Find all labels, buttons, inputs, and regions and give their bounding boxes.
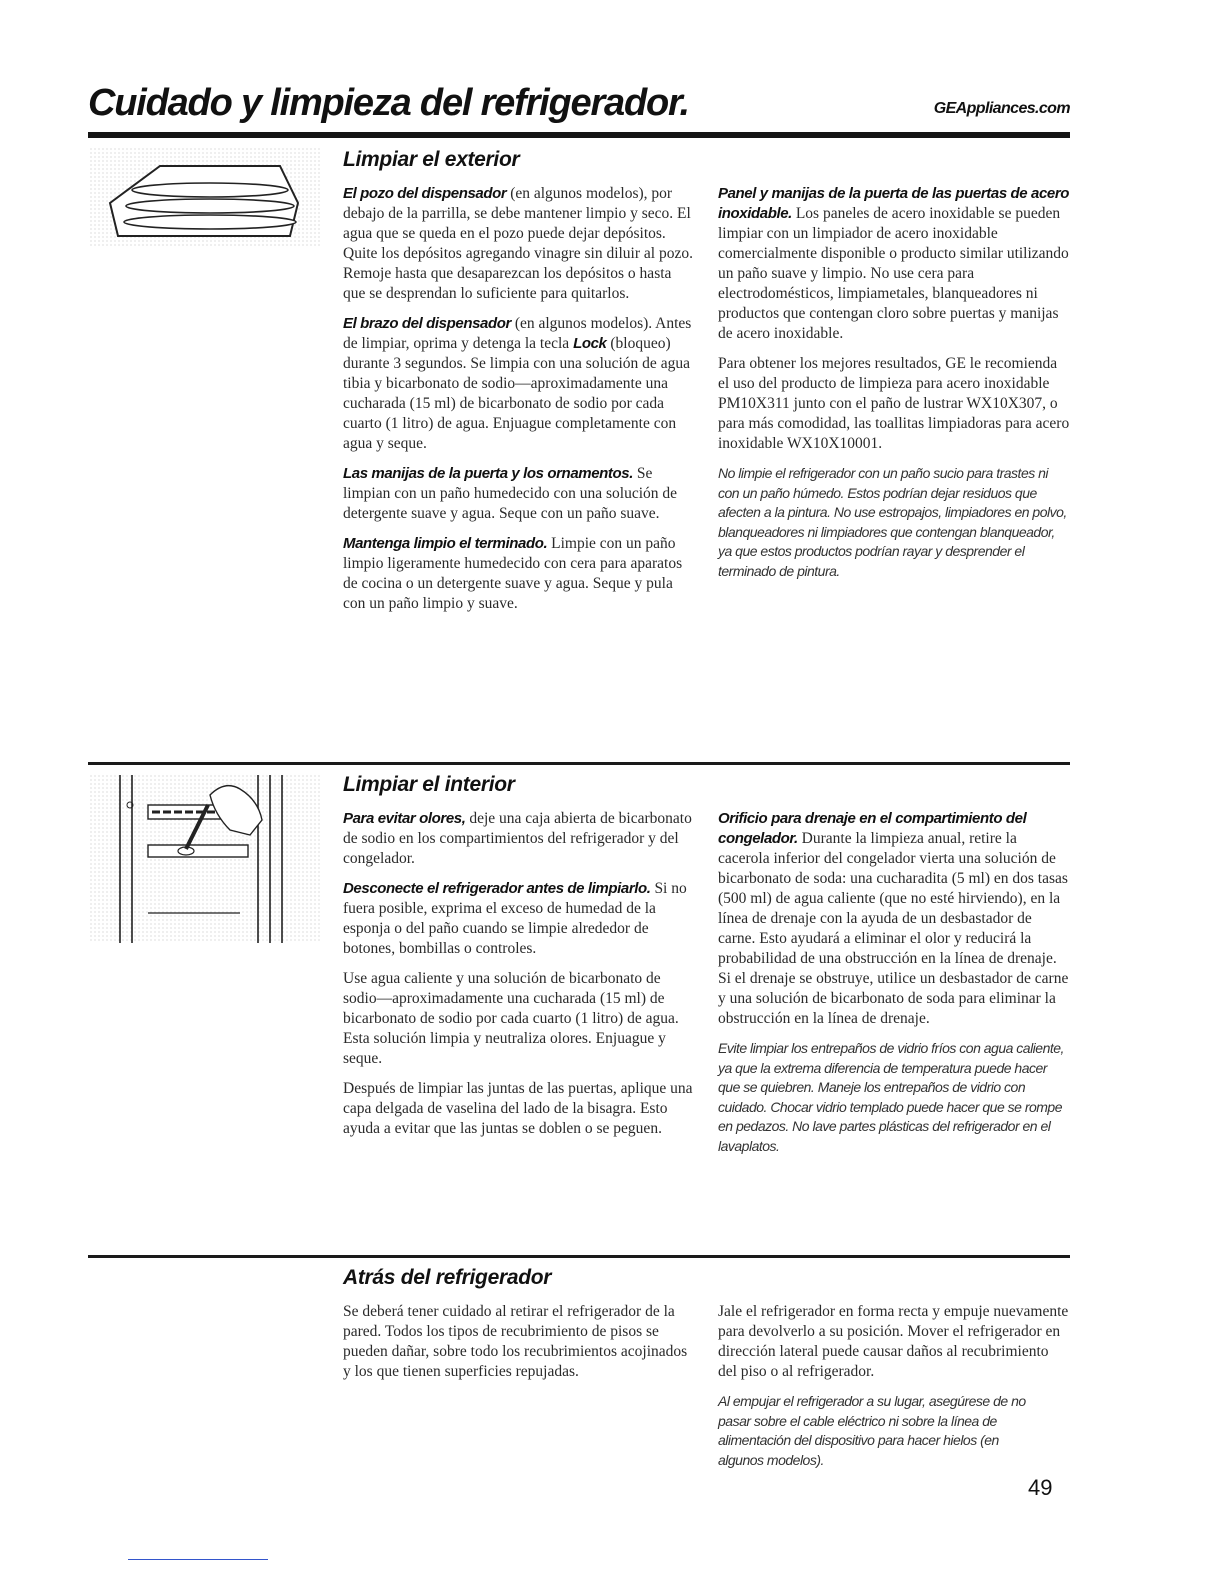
- dispenser-grille-icon: [90, 148, 320, 248]
- page-title: Cuidado y limpieza del refrigerador.: [88, 82, 689, 124]
- section-divider: [88, 1255, 1070, 1258]
- caution-note-exterior: No limpie el refrigerador con un paño sucio para trastes ni con un paño húmedo. Estos podrían dejar residuos que afecten a la pintura. No use estropajos, limpiadores en polvo, blanqueadores ni limpiadores que contengan blanqueador, ya que estos productos podrían rayar y desprender el terminado de pintura.: [718, 465, 1067, 579]
- paragraph-unplug: Desconecte el refrigerador antes de limpiarlo. Si no fuera posible, exprima el exceso de humedad de la esponja o del paño cuando se limpie alrededor de botones, bombillas o controles.: [343, 880, 687, 957]
- caution-note-behind: Al empujar el refrigerador a su lugar, asegúrese de no pasar sobre el cable eléctrico ni sobre la línea de alimentación del dispositivo para hacer hielos (en algunos modelos).: [718, 1393, 1026, 1468]
- lock-key-label: Lock: [573, 335, 607, 352]
- behind-left-column: [343, 1302, 695, 1392]
- paragraph-push-back: Jale el refrigerador en forma recta y empuje nuevamente para devolverlo a su posición. Mover el refrigerador en dirección lateral puede causar daños al recubrimiento del piso o al refrigerador.: [718, 1303, 1069, 1380]
- paragraph-dispenser-arm: El brazo del dispensador (en algunos modelos). Antes de limpiar, oprima y detenga la tecla Lock (bloqueo) durante 3 segundos. Se limpia con una solución de agua tibia y bicarbonato de sodio—aproximadamente una cucharada (15 ml) de bicarbonato de sodio por cada cuarto (1 litro) de agua. Enjuague completamente con agua y seque.: [343, 315, 692, 452]
- behind-right-column: [718, 1302, 1070, 1480]
- interior-left-column: [343, 809, 695, 1149]
- paragraph-stainless: Panel y manijas de la puerta de las puertas de acero inoxidable. Los paneles de acero inoxidable se pueden limpiar con un limpiador de acero inoxidable comercialmente disponible o producto similar utilizando un paño suave y limpio. No use cera para electrodomésticos, limpiametales, blanqueadores ni productos que contengan cloro sobre puertas y manijas de acero inoxidable.: [718, 185, 1070, 342]
- paragraph-warm-water: Use agua caliente y una solución de bicarbonato de sodio—aproximadamente una cucharada (15 ml) de bicarbonato de sodio por cada cuarto (1 litro) de agua. Esta solución limpia y neutraliza olores. Enjuague y seque.: [343, 970, 679, 1067]
- paragraph-gaskets: Después de limpiar las juntas de las puertas, aplique una capa delgada de vaselina del lado de la bisagra. Esto ayuda a evitar que las juntas se doblen o se peguen.: [343, 1080, 693, 1137]
- dispenser-well-illustration: [90, 148, 320, 248]
- caution-note-interior: Evite limpiar los entrepaños de vidrio fríos con agua caliente, ya que la extrema diferencia de temperatura puede hacer que se quiebren. Maneje los entrepaños de vidrio con cuidado. Chocar vidrio templado puede hacer que se rompe en pedazos. No lave partes plásticas del refrigerador en el lavaplatos.: [718, 1040, 1064, 1154]
- page-number: 49: [1028, 1475, 1053, 1500]
- refrigerator-interior-icon: [90, 775, 320, 943]
- website-url: GEAppliances.com: [933, 100, 1070, 117]
- paragraph-odors: Para evitar olores, deje una caja abierta de bicarbonato de sodio en los compartimientos del refrigerador y del congelador.: [343, 810, 692, 867]
- footer-line: [128, 1559, 268, 1560]
- exterior-right-column: [718, 184, 1070, 591]
- interior-cleaning-illustration: [90, 775, 320, 943]
- section-heading-behind: Atrás del refrigerador: [343, 1266, 552, 1289]
- section-heading-interior: Limpiar el interior: [343, 773, 515, 796]
- header-rule: [88, 132, 1070, 138]
- section-divider: [88, 762, 1070, 765]
- exterior-left-column: [343, 184, 695, 624]
- paragraph-best-results: Para obtener los mejores resultados, GE le recomienda el uso del producto de limpieza para acero inoxidable PM10X311 junto con el paño de lustrar WX10X307, o para más comodidad, las toallitas limpiadoras para acero inoxidable WX10X10001.: [718, 355, 1070, 452]
- paragraph-finish: Mantenga limpio el terminado. Limpie con un paño limpio ligeramente humedecido con cera para aparatos de cocina o un detergente suave y agua. Seque y pula con un paño limpio y suave.: [343, 535, 683, 612]
- paragraph-handles: Las manijas de la puerta y los ornamentos. Se limpian con un paño humedecido con una solución de detergente suave y agua. Seque con un paño suave.: [343, 465, 678, 522]
- paragraph-moving: Se deberá tener cuidado al retirar el refrigerador de la pared. Todos los tipos de recubrimiento de pisos se pueden dañar, sobre todo los recubrimientos acojinados y los que tienen superficies repujadas.: [343, 1303, 688, 1380]
- paragraph-drain: Orificio para drenaje en el compartimiento del congelador. Durante la limpieza anual, retire la cacerola inferior del congelador vierta una solución de bicarbonato de soda: una cucharadita (5 ml) en dos tasas (500 ml) de agua caliente (que no esté hirviendo), en la línea de drenaje con la ayuda de un desbastador de carne. Esto ayudará a eliminar el olor y reducirá la probabilidad de una obstrucción en la línea de drenaje. Si el drenaje se obstruye, utilice un desbastador de carne y una solución de bicarbonato de soda para eliminar la obstrucción en la línea de drenaje.: [718, 810, 1069, 1027]
- paragraph-dispenser-well: El pozo del dispensador (en algunos modelos), por debajo de la parrilla, se debe mantener limpio y seco. El agua que se queda en el pozo puede dejar depósitos. Quite los depósitos agregando vinagre sin diluir al pozo. Remoje hasta que desaparezcan los depósitos o hasta que se desprendan lo suficiente para quitarlos.: [343, 185, 693, 302]
- section-heading-exterior: Limpiar el exterior: [343, 148, 520, 171]
- interior-right-column: [718, 809, 1070, 1166]
